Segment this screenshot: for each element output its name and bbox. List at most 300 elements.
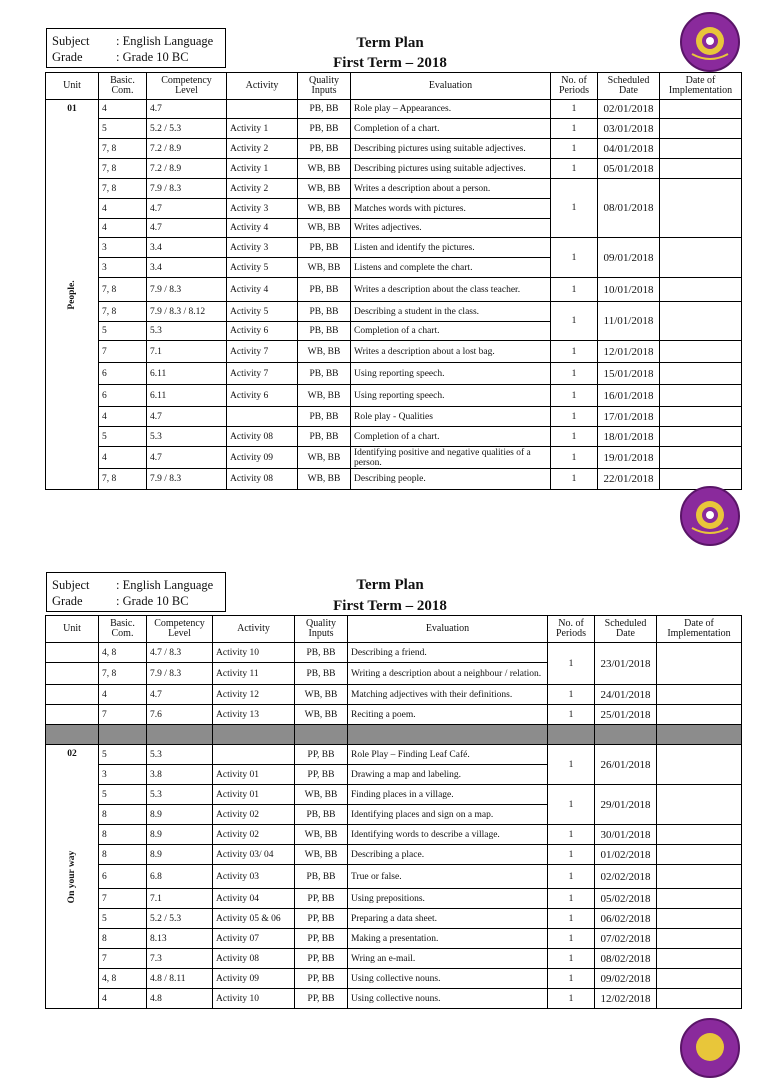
basic-com-cell: 4 — [99, 199, 147, 219]
basic-com-cell: 7, 8 — [99, 663, 147, 685]
scheduled-date-cell: 07/02/2018 — [595, 929, 657, 949]
basic-com-cell: 7, 8 — [99, 139, 147, 159]
separator-cell — [348, 725, 548, 745]
evaluation-cell: Listen and identify the pictures. — [351, 238, 551, 258]
basic-com-cell: 7 — [99, 889, 147, 909]
periods-cell: 1 — [548, 929, 595, 949]
scheduled-date-cell: 26/01/2018 — [595, 745, 657, 785]
header-basic-com: Basic. Com. — [99, 73, 147, 100]
separator-cell — [295, 725, 348, 745]
activity-cell: Activity 7 — [227, 363, 298, 385]
evaluation-cell: Completion of a chart. — [351, 322, 551, 341]
evaluation-cell: Describing a place. — [348, 845, 548, 865]
unit-cell — [46, 663, 99, 685]
activity-cell: Activity 1 — [227, 119, 298, 139]
scheduled-date-cell: 23/01/2018 — [595, 643, 657, 685]
header-quality-inputs: Quality Inputs — [298, 73, 351, 100]
periods-cell: 1 — [551, 159, 598, 179]
competency-cell: 7.9 / 8.3 — [147, 278, 227, 302]
table-row — [46, 685, 742, 705]
scheduled-date-cell: 17/01/2018 — [598, 407, 660, 427]
grade-key: Grade — [52, 594, 83, 608]
periods-cell: 1 — [551, 238, 598, 278]
table-row — [46, 643, 742, 663]
activity-cell: Activity 13 — [213, 705, 295, 725]
periods-cell: 1 — [551, 427, 598, 447]
scheduled-date-cell: 12/01/2018 — [598, 341, 660, 363]
basic-com-cell: 7, 8 — [99, 179, 147, 199]
evaluation-cell: Role Play – Finding Leaf Café. — [348, 745, 548, 765]
evaluation-cell: Identifying positive and negative qualities of a person. — [351, 447, 551, 469]
competency-cell: 3.4 — [147, 258, 227, 278]
quality-inputs-cell: WB, BB — [298, 179, 351, 199]
competency-cell: 5.3 — [147, 745, 213, 765]
activity-cell: Activity 4 — [227, 278, 298, 302]
scheduled-date-cell: 15/01/2018 — [598, 363, 660, 385]
activity-cell: Activity 2 — [227, 139, 298, 159]
periods-cell: 1 — [551, 447, 598, 469]
unit-cell — [46, 705, 99, 725]
activity-cell: Activity 6 — [227, 322, 298, 341]
quality-inputs-cell: PB, BB — [298, 278, 351, 302]
activity-cell: Activity 03/ 04 — [213, 845, 295, 865]
scheduled-date-cell: 19/01/2018 — [598, 447, 660, 469]
basic-com-cell: 6 — [99, 363, 147, 385]
unit-number: 02 — [67, 749, 77, 759]
periods-cell: 1 — [548, 889, 595, 909]
basic-com-cell: 7, 8 — [99, 302, 147, 322]
scheduled-date-cell: 10/01/2018 — [598, 278, 660, 302]
periods-cell: 1 — [548, 685, 595, 705]
scheduled-date-cell: 03/01/2018 — [598, 119, 660, 139]
basic-com-cell: 4 — [99, 100, 147, 119]
evaluation-cell: Using reporting speech. — [351, 363, 551, 385]
activity-cell — [213, 745, 295, 765]
table-row — [46, 745, 742, 765]
competency-cell: 5.2 / 5.3 — [147, 909, 213, 929]
periods-cell: 1 — [551, 363, 598, 385]
quality-inputs-cell: WB, BB — [298, 341, 351, 363]
activity-cell: Activity 5 — [227, 302, 298, 322]
competency-cell: 8.9 — [147, 825, 213, 845]
scheduled-date-cell: 24/01/2018 — [595, 685, 657, 705]
periods-cell: 1 — [551, 100, 598, 119]
implementation-date-cell — [657, 825, 742, 845]
periods-cell: 1 — [551, 341, 598, 363]
activity-cell: Activity 05 & 06 — [213, 909, 295, 929]
evaluation-cell: Describing a friend. — [348, 643, 548, 663]
competency-cell: 4.7 — [147, 447, 227, 469]
competency-cell: 5.3 — [147, 427, 227, 447]
grade-value: : Grade 10 BC — [116, 50, 189, 64]
competency-cell: 6.11 — [147, 363, 227, 385]
quality-inputs-cell: PB, BB — [298, 238, 351, 258]
periods-cell: 1 — [548, 643, 595, 685]
quality-inputs-cell: PP, BB — [295, 909, 348, 929]
periods-cell: 1 — [548, 705, 595, 725]
competency-cell: 4.7 / 8.3 — [147, 643, 213, 663]
activity-cell: Activity 04 — [213, 889, 295, 909]
evaluation-cell: Writes adjectives. — [351, 219, 551, 238]
competency-cell: 5.3 — [147, 785, 213, 805]
basic-com-cell: 7, 8 — [99, 469, 147, 490]
evaluation-cell: Describing people. — [351, 469, 551, 490]
page-subtitle: First Term – 2018 — [333, 598, 447, 614]
competency-cell: 5.2 / 5.3 — [147, 119, 227, 139]
evaluation-cell: Listens and complete the chart. — [351, 258, 551, 278]
quality-inputs-cell: PB, BB — [298, 100, 351, 119]
implementation-date-cell — [657, 889, 742, 909]
quality-inputs-cell: PP, BB — [295, 765, 348, 785]
quality-inputs-cell: PB, BB — [295, 865, 348, 889]
activity-cell: Activity 12 — [213, 685, 295, 705]
competency-cell: 4.7 — [147, 407, 227, 427]
competency-cell: 6.8 — [147, 865, 213, 889]
activity-cell: Activity 08 — [227, 469, 298, 490]
header-unit: Unit — [46, 73, 99, 100]
competency-cell: 7.1 — [147, 341, 227, 363]
evaluation-cell: Using prepositions. — [348, 889, 548, 909]
basic-com-cell: 4 — [99, 447, 147, 469]
quality-inputs-cell: PB, BB — [298, 119, 351, 139]
grade-value: : Grade 10 BC — [116, 594, 189, 608]
evaluation-cell: Role play – Appearances. — [351, 100, 551, 119]
quality-inputs-cell: WB, BB — [298, 258, 351, 278]
scheduled-date-cell: 01/02/2018 — [595, 845, 657, 865]
separator-cell — [595, 725, 657, 745]
table-row — [46, 949, 742, 969]
subject-key: Subject — [52, 578, 90, 592]
evaluation-cell: Preparing a data sheet. — [348, 909, 548, 929]
quality-inputs-cell: PP, BB — [295, 889, 348, 909]
basic-com-cell: 7 — [99, 341, 147, 363]
quality-inputs-cell: WB, BB — [298, 469, 351, 490]
evaluation-cell: Describing pictures using suitable adjectives. — [351, 159, 551, 179]
subject-key: Subject — [52, 34, 90, 48]
grade-row — [52, 593, 189, 609]
activity-cell: Activity 4 — [227, 219, 298, 238]
evaluation-cell: Writes a description about the class teacher. — [351, 278, 551, 302]
basic-com-cell: 8 — [99, 845, 147, 865]
scheduled-date-cell: 02/01/2018 — [598, 100, 660, 119]
scheduled-date-cell: 02/02/2018 — [595, 865, 657, 889]
header-activity: Activity — [227, 73, 298, 100]
basic-com-cell: 3 — [99, 258, 147, 278]
periods-cell: 1 — [551, 469, 598, 490]
activity-cell: Activity 09 — [227, 447, 298, 469]
quality-inputs-cell: WB, BB — [295, 685, 348, 705]
basic-com-cell: 4, 8 — [99, 969, 147, 989]
implementation-date-cell — [657, 785, 742, 825]
activity-cell: Activity 11 — [213, 663, 295, 685]
header-evaluation: Evaluation — [351, 73, 551, 100]
basic-com-cell: 6 — [99, 385, 147, 407]
quality-inputs-cell: PP, BB — [295, 745, 348, 765]
basic-com-cell: 4, 8 — [99, 643, 147, 663]
quality-inputs-cell: PP, BB — [295, 929, 348, 949]
header-implementation-date: Date of Implementation — [657, 616, 742, 643]
quality-inputs-cell: WB, BB — [295, 705, 348, 725]
unit-cell — [46, 745, 99, 1009]
competency-cell: 7.9 / 8.3 — [147, 469, 227, 490]
unit-name: On your way — [67, 850, 77, 903]
evaluation-cell: Reciting a poem. — [348, 705, 548, 725]
basic-com-cell: 3 — [99, 238, 147, 258]
separator-row — [46, 725, 742, 745]
evaluation-cell: Role play - Qualities — [351, 407, 551, 427]
header-periods: No. of Periods — [548, 616, 595, 643]
quality-inputs-cell: WB, BB — [298, 385, 351, 407]
activity-cell: Activity 01 — [213, 785, 295, 805]
school-crest-icon — [678, 1016, 742, 1080]
quality-inputs-cell: WB, BB — [295, 825, 348, 845]
evaluation-cell: Making a presentation. — [348, 929, 548, 949]
separator-cell — [657, 725, 742, 745]
basic-com-cell: 7, 8 — [99, 278, 147, 302]
evaluation-cell: Writing a description about a neighbour / relation. — [348, 663, 548, 685]
quality-inputs-cell: WB, BB — [298, 199, 351, 219]
competency-cell: 8.9 — [147, 805, 213, 825]
header-quality-inputs: Quality Inputs — [295, 616, 348, 643]
basic-com-cell: 5 — [99, 745, 147, 765]
header-scheduled-date: Scheduled Date — [598, 73, 660, 100]
scheduled-date-cell: 18/01/2018 — [598, 427, 660, 447]
evaluation-cell: Matching adjectives with their definitions. — [348, 685, 548, 705]
quality-inputs-cell: WB, BB — [298, 447, 351, 469]
implementation-date-cell — [657, 949, 742, 969]
table-row — [46, 825, 742, 845]
periods-cell: 1 — [548, 845, 595, 865]
header-unit: Unit — [46, 616, 99, 643]
term-plan-table-2 — [45, 615, 742, 1009]
activity-cell: Activity 08 — [213, 949, 295, 969]
evaluation-cell: Matches words with pictures. — [351, 199, 551, 219]
periods-cell: 1 — [551, 119, 598, 139]
basic-com-cell: 5 — [99, 119, 147, 139]
activity-cell: Activity 01 — [213, 765, 295, 785]
activity-cell: Activity 02 — [213, 825, 295, 845]
basic-com-cell: 5 — [99, 427, 147, 447]
unit-number: 01 — [67, 104, 77, 114]
table-row — [46, 969, 742, 989]
quality-inputs-cell: WB, BB — [298, 159, 351, 179]
competency-cell: 4.7 — [147, 199, 227, 219]
activity-cell: Activity 3 — [227, 238, 298, 258]
activity-cell: Activity 07 — [213, 929, 295, 949]
evaluation-cell: Completion of a chart. — [351, 119, 551, 139]
activity-cell: Activity 7 — [227, 341, 298, 363]
quality-inputs-cell: WB, BB — [295, 845, 348, 865]
evaluation-cell: Completion of a chart. — [351, 427, 551, 447]
evaluation-cell: Finding places in a village. — [348, 785, 548, 805]
basic-com-cell: 7 — [99, 949, 147, 969]
periods-cell: 1 — [548, 865, 595, 889]
header-competency-level: Competency Level — [147, 73, 227, 100]
header-scheduled-date: Scheduled Date — [595, 616, 657, 643]
quality-inputs-cell: PB, BB — [298, 139, 351, 159]
periods-cell: 1 — [551, 385, 598, 407]
separator-cell — [46, 725, 99, 745]
periods-cell: 1 — [548, 745, 595, 785]
periods-cell: 1 — [548, 909, 595, 929]
competency-cell: 7.2 / 8.9 — [147, 139, 227, 159]
implementation-date-cell — [657, 745, 742, 785]
activity-cell: Activity 2 — [227, 179, 298, 199]
competency-cell: 7.9 / 8.3 — [147, 179, 227, 199]
table-row — [46, 989, 742, 1009]
activity-cell: Activity 6 — [227, 385, 298, 407]
periods-cell: 1 — [548, 989, 595, 1009]
basic-com-cell: 4 — [99, 407, 147, 427]
unit-cell — [46, 685, 99, 705]
scheduled-date-cell: 11/01/2018 — [598, 302, 660, 341]
table-row — [46, 865, 742, 889]
quality-inputs-cell: PB, BB — [298, 363, 351, 385]
basic-com-cell: 3 — [99, 765, 147, 785]
competency-cell: 7.1 — [147, 889, 213, 909]
periods-cell: 1 — [548, 969, 595, 989]
activity-cell: Activity 3 — [227, 199, 298, 219]
competency-cell: 7.9 / 8.3 / 8.12 — [147, 302, 227, 322]
competency-cell: 4.8 / 8.11 — [147, 969, 213, 989]
competency-cell: 5.3 — [147, 322, 227, 341]
header-evaluation: Evaluation — [348, 616, 548, 643]
periods-cell: 1 — [548, 949, 595, 969]
table-row — [46, 889, 742, 909]
basic-com-cell: 6 — [99, 865, 147, 889]
basic-com-cell: 7 — [99, 705, 147, 725]
scheduled-date-cell: 30/01/2018 — [595, 825, 657, 845]
implementation-date-cell — [657, 989, 742, 1009]
quality-inputs-cell: PB, BB — [298, 427, 351, 447]
activity-cell: Activity 5 — [227, 258, 298, 278]
competency-cell: 8.13 — [147, 929, 213, 949]
evaluation-cell: Using reporting speech. — [351, 385, 551, 407]
basic-com-cell: 4 — [99, 219, 147, 238]
activity-cell: Activity 02 — [213, 805, 295, 825]
implementation-date-cell — [657, 643, 742, 685]
page-title: Term Plan — [356, 35, 424, 51]
table-row — [46, 785, 742, 805]
competency-cell: 7.9 / 8.3 — [147, 663, 213, 685]
competency-cell: 4.7 — [147, 219, 227, 238]
quality-inputs-cell: PP, BB — [295, 989, 348, 1009]
implementation-date-cell — [657, 929, 742, 949]
implementation-date-cell — [657, 705, 742, 725]
evaluation-cell: Identifying places and sign on a map. — [348, 805, 548, 825]
activity-cell: Activity 1 — [227, 159, 298, 179]
competency-cell: 6.11 — [147, 385, 227, 407]
competency-cell: 3.8 — [147, 765, 213, 785]
evaluation-cell: Writes a description about a person. — [351, 179, 551, 199]
header-basic-com: Basic. Com. — [99, 616, 147, 643]
table-row — [46, 929, 742, 949]
header-periods: No. of Periods — [551, 73, 598, 100]
basic-com-cell: 5 — [99, 785, 147, 805]
table-header-row — [46, 616, 742, 643]
header-activity: Activity — [213, 616, 295, 643]
table-row — [46, 705, 742, 725]
header-competency-level: Competency Level — [147, 616, 213, 643]
quality-inputs-cell: PB, BB — [295, 663, 348, 685]
scheduled-date-cell: 06/02/2018 — [595, 909, 657, 929]
subject-value: : English Language — [116, 578, 214, 592]
periods-cell: 1 — [548, 825, 595, 845]
implementation-date-cell — [657, 845, 742, 865]
evaluation-cell: Describing pictures using suitable adjectives. — [351, 139, 551, 159]
separator-cell — [213, 725, 295, 745]
header-implementation-date: Date of Implementation — [660, 73, 742, 100]
separator-cell — [99, 725, 147, 745]
quality-inputs-cell: WB, BB — [298, 219, 351, 238]
basic-com-cell: 5 — [99, 322, 147, 341]
basic-com-cell: 7, 8 — [99, 159, 147, 179]
scheduled-date-cell: 08/01/2018 — [598, 179, 660, 238]
grade-key: Grade — [52, 50, 83, 64]
separator-cell — [147, 725, 213, 745]
activity-cell: Activity 10 — [213, 989, 295, 1009]
page-title: Term Plan — [356, 577, 424, 593]
basic-com-cell: 8 — [99, 805, 147, 825]
activity-cell: Activity 10 — [213, 643, 295, 663]
competency-cell: 7.3 — [147, 949, 213, 969]
basic-com-cell: 4 — [99, 989, 147, 1009]
subject-value: : English Language — [116, 34, 214, 48]
evaluation-cell: True or false. — [348, 865, 548, 889]
evaluation-cell: Using collective nouns. — [348, 989, 548, 1009]
quality-inputs-cell: PB, BB — [295, 643, 348, 663]
quality-inputs-cell: WB, BB — [295, 785, 348, 805]
quality-inputs-cell: PB, BB — [298, 407, 351, 427]
separator-cell — [548, 725, 595, 745]
quality-inputs-cell: PB, BB — [298, 302, 351, 322]
implementation-date-cell — [657, 865, 742, 889]
basic-com-cell: 5 — [99, 909, 147, 929]
evaluation-cell: Describing a student in the class. — [351, 302, 551, 322]
competency-cell: 4.7 — [147, 685, 213, 705]
periods-cell: 1 — [551, 407, 598, 427]
periods-cell: 1 — [551, 179, 598, 238]
implementation-date-cell — [657, 685, 742, 705]
scheduled-date-cell: 12/02/2018 — [595, 989, 657, 1009]
evaluation-cell: Identifying words to describe a village. — [348, 825, 548, 845]
scheduled-date-cell: 05/02/2018 — [595, 889, 657, 909]
evaluation-cell: Using collective nouns. — [348, 969, 548, 989]
table-row — [46, 845, 742, 865]
basic-com-cell: 8 — [99, 929, 147, 949]
basic-com-cell: 8 — [99, 825, 147, 845]
evaluation-cell: Drawing a map and labeling. — [348, 765, 548, 785]
scheduled-date-cell: 04/01/2018 — [598, 139, 660, 159]
competency-cell: 7.6 — [147, 705, 213, 725]
quality-inputs-cell: PP, BB — [295, 969, 348, 989]
implementation-date-cell — [657, 909, 742, 929]
activity-cell: Activity 09 — [213, 969, 295, 989]
evaluation-cell: Writes a description about a lost bag. — [351, 341, 551, 363]
subject-row — [52, 577, 213, 593]
periods-cell: 1 — [551, 278, 598, 302]
periods-cell: 1 — [551, 302, 598, 341]
periods-cell: 1 — [551, 139, 598, 159]
scheduled-date-cell: 22/01/2018 — [598, 469, 660, 490]
scheduled-date-cell: 16/01/2018 — [598, 385, 660, 407]
scheduled-date-cell: 05/01/2018 — [598, 159, 660, 179]
scheduled-date-cell: 08/02/2018 — [595, 949, 657, 969]
scheduled-date-cell: 29/01/2018 — [595, 785, 657, 825]
table-row — [46, 909, 742, 929]
quality-inputs-cell: PB, BB — [295, 805, 348, 825]
competency-cell: 3.4 — [147, 238, 227, 258]
